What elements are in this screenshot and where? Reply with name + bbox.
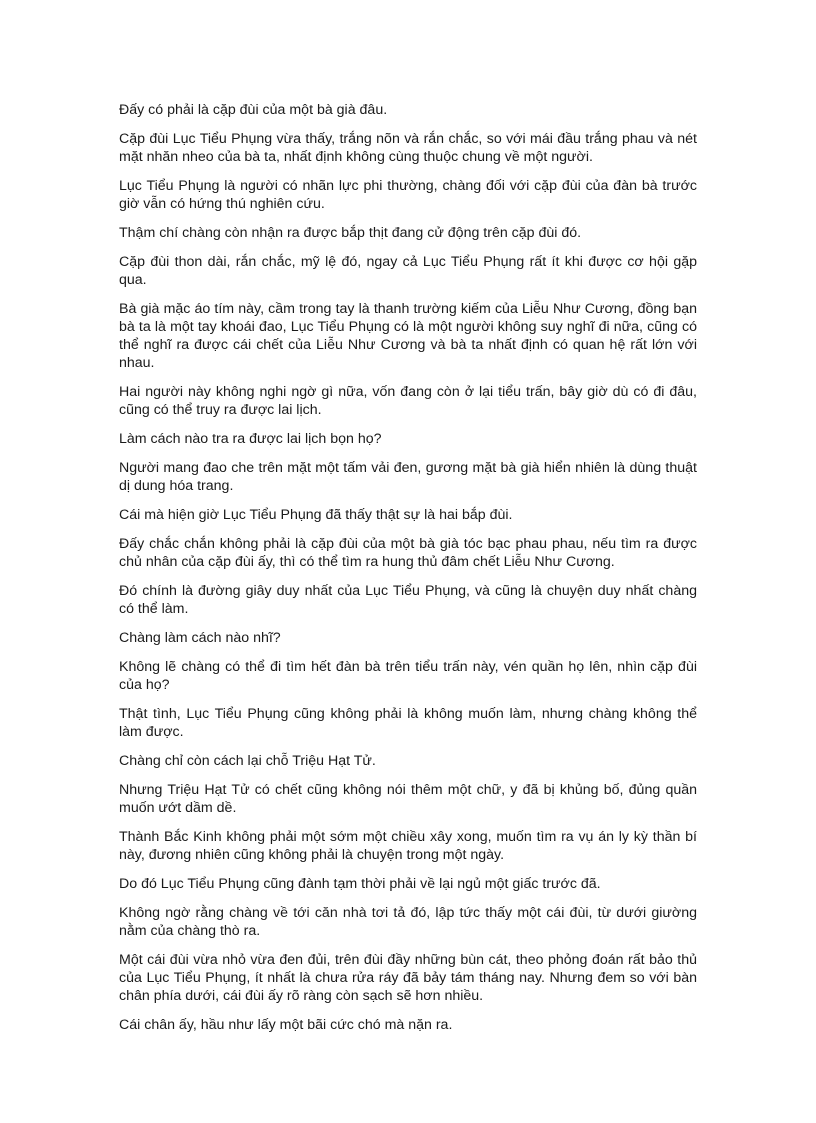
paragraph: Bà già mặc áo tím này, cầm trong tay là thanh trường kiếm của Liễu Như Cương, đồng bạn bà ta là một tay khoái đao, Lục Tiểu Phụng có là một người không suy nghĩ đi nữa, cũng có thể nghĩ ra được cái chết của Liễu Như Cương và bà ta nhất định có quan hệ rất lớn với nhau. (119, 301, 697, 371)
paragraph: Thật tình, Lục Tiểu Phụng cũng không phải là không muốn làm, nhưng chàng không thể làm được. (119, 706, 697, 740)
paragraph: Nhưng Triệu Hạt Tử có chết cũng không nói thêm một chữ, y đã bị khủng bố, đủng quần muốn ướt dầm dề. (119, 782, 697, 816)
paragraph: Làm cách nào tra ra được lai lịch bọn họ? (119, 431, 382, 447)
paragraph: Cái chân ấy, hầu như lấy một bãi cức chó mà nặn ra. (119, 1017, 453, 1033)
paragraph: Đấy có phải là cặp đùi của một bà già đâu. (119, 102, 388, 118)
paragraph: Thậm chí chàng còn nhận ra được bắp thịt đang cử động trên cặp đùi đó. (119, 225, 582, 241)
paragraph: Chàng chỉ còn cách lại chỗ Triệu Hạt Tử. (119, 753, 376, 769)
paragraph: Cặp đùi Lục Tiểu Phụng vừa thấy, trắng nõn và rắn chắc, so với mái đầu trắng phau và nét mặt nhăn nheo của bà ta, nhất định không cùng thuộc chung về một người. (119, 131, 697, 165)
paragraph: Đó chính là đường giây duy nhất của Lục Tiểu Phụng, và cũng là chuyện duy nhất chàng có thể làm. (119, 583, 697, 617)
paragraph: Không ngờ rằng chàng về tới căn nhà tơi tả đó, lập tức thấy một cái đùi, từ dưới giường nằm của chàng thò ra. (119, 905, 697, 939)
paragraph: Một cái đùi vừa nhỏ vừa đen đủi, trên đùi đầy những bùn cát, theo phỏng đoán rất bảo thủ của Lục Tiểu Phụng, ít nhất là chưa rửa ráy đã bảy tám tháng nay. Nhưng đem so với bàn chân phía dưới, cái đùi ấy rõ ràng còn sạch sẽ hơn nhiều. (119, 952, 697, 1004)
paragraph: Không lẽ chàng có thể đi tìm hết đàn bà trên tiểu trấn này, vén quần họ lên, nhìn cặp đùi của họ? (119, 659, 697, 693)
paragraph: Lục Tiểu Phụng là người có nhãn lực phi thường, chàng đối với cặp đùi của đàn bà trước giờ vẫn có hứng thú nghiên cứu. (119, 178, 697, 212)
paragraph: Chàng làm cách nào nhĩ? (119, 630, 281, 646)
paragraph: Người mang đao che trên mặt một tấm vải đen, gương mặt bà già hiển nhiên là dùng thuật dị dung hóa trang. (119, 460, 697, 494)
paragraph: Cái mà hiện giờ Lục Tiểu Phụng đã thấy thật sự là hai bắp đùi. (119, 507, 513, 523)
paragraph: Hai người này không nghi ngờ gì nữa, vốn đang còn ở lại tiểu trấn, bây giờ dù có đi đâu, cũng có thể truy ra được lai lịch. (119, 384, 697, 418)
paragraph: Đấy chắc chắn không phải là cặp đùi của một bà già tóc bạc phau phau, nếu tìm ra được chủ nhân của cặp đùi ấy, thì có thể tìm ra hung thủ đâm chết Liễu Như Cương. (119, 536, 697, 570)
paragraph: Cặp đùi thon dài, rắn chắc, mỹ lệ đó, ngay cả Lục Tiểu Phụng rất ít khi được cơ hội gặp qua. (119, 254, 697, 288)
paragraph: Thành Bắc Kinh không phải một sớm một chiều xây xong, muốn tìm ra vụ án ly kỳ thần bí này, đương nhiên cũng không phải là chuyện trong một ngày. (119, 829, 697, 863)
document-body (119, 101, 697, 1045)
paragraph: Do đó Lục Tiểu Phụng cũng đành tạm thời phải về lại ngủ một giấc trước đã. (119, 876, 601, 892)
